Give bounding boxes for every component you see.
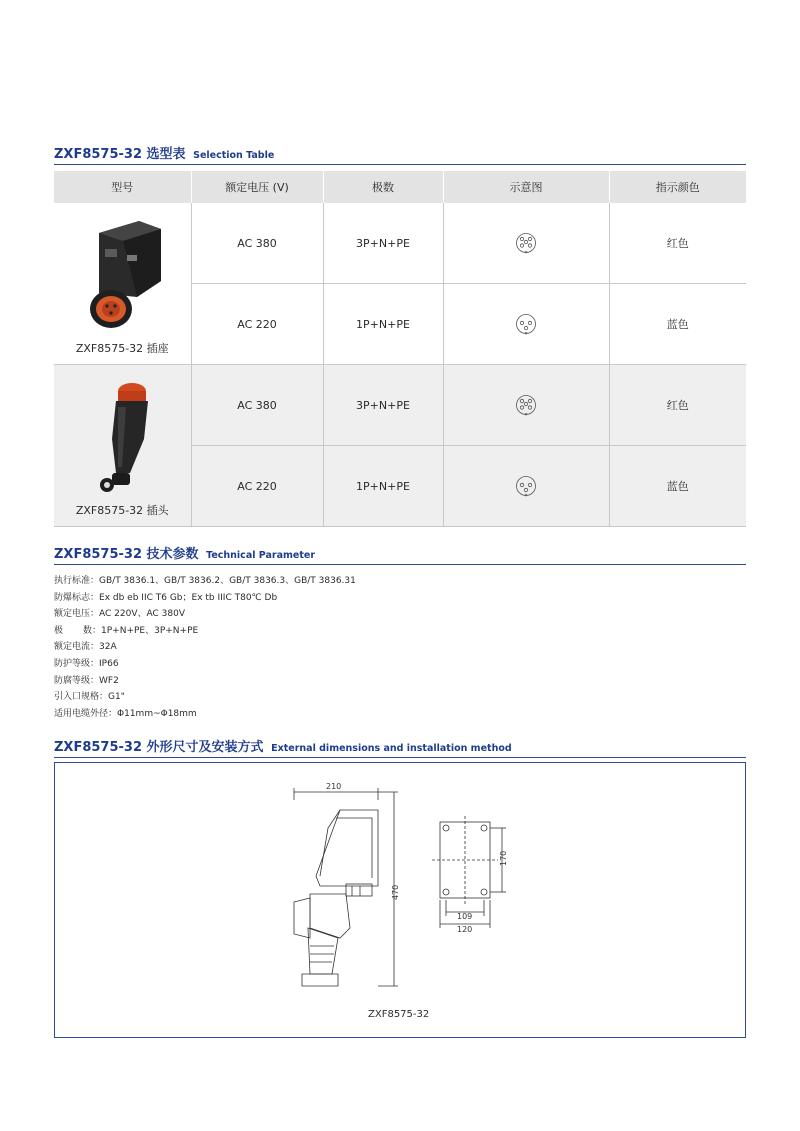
param-row	[54, 706, 356, 723]
table-row	[54, 203, 746, 284]
param-value: WF2	[99, 675, 119, 686]
technical-title-en: Technical Parameter	[206, 550, 316, 561]
header-model: 型号	[54, 171, 191, 203]
poles-cell: 3P+N+PE	[323, 365, 443, 446]
param-row	[54, 689, 356, 706]
pin-3-icon	[515, 313, 537, 335]
selection-table	[54, 171, 746, 527]
param-label: 极 数：	[54, 625, 102, 636]
param-row	[54, 623, 356, 640]
diagram-cell	[443, 203, 609, 284]
pin-5-icon	[515, 232, 537, 254]
dim-label-mount-outer: 120	[457, 925, 473, 934]
dim-label-mount-height: 170	[499, 850, 508, 866]
color-cell: 蓝色	[609, 446, 746, 527]
param-row	[54, 573, 356, 590]
parameter-list	[54, 573, 356, 722]
header-poles: 极数	[323, 171, 443, 203]
product-name-socket: ZXF8575-32 插座	[75, 342, 169, 355]
voltage-cell: AC 220	[191, 446, 323, 527]
header-color: 指示颜色	[609, 171, 746, 203]
param-label: 防爆标志：	[54, 592, 100, 603]
header-voltage: 额定电压 (V)	[191, 171, 323, 203]
param-label: 额定电压：	[54, 609, 100, 620]
param-label: 额定电流：	[54, 642, 100, 653]
table-header-row	[54, 171, 746, 203]
poles-cell: 3P+N+PE	[323, 203, 443, 284]
param-row	[54, 606, 356, 623]
param-label: 防护等级：	[54, 658, 100, 669]
technical-title: ZXF8575-32 技术参数	[54, 547, 199, 562]
param-value: Ex db eb IIC T6 Gb；Ex tb IIIC T80℃ Db	[99, 592, 278, 603]
poles-cell: 1P+N+PE	[323, 284, 443, 365]
diagram-cell	[443, 365, 609, 446]
technical-section-title	[54, 543, 746, 565]
table-row	[54, 365, 746, 446]
voltage-cell: AC 380	[191, 365, 323, 446]
voltage-cell: AC 380	[191, 203, 323, 284]
poles-cell: 1P+N+PE	[323, 446, 443, 527]
param-row	[54, 673, 356, 690]
voltage-cell: AC 220	[191, 284, 323, 365]
color-cell: 红色	[609, 203, 746, 284]
color-cell: 蓝色	[609, 284, 746, 365]
dimension-caption: ZXF8575-32	[368, 1009, 430, 1020]
diagram-cell	[443, 446, 609, 527]
pin-5-icon	[515, 394, 537, 416]
dim-label-mount-inner: 109	[457, 912, 473, 921]
selection-title-en: Selection Table	[193, 150, 275, 161]
param-value: 1P+N+PE、3P+N+PE	[101, 625, 199, 636]
header-diagram: 示意图	[443, 171, 609, 203]
dimensions-title-en: External dimensions and installation method	[271, 743, 512, 754]
param-value: IP66	[99, 658, 119, 669]
dimensions-title: ZXF8575-32 外形尺寸及安装方式	[54, 740, 264, 755]
diagram-cell	[443, 284, 609, 365]
param-value: AC 220V、AC 380V	[99, 609, 185, 620]
param-row	[54, 639, 356, 656]
param-row	[54, 656, 356, 673]
pin-3-icon	[515, 475, 537, 497]
color-cell: 红色	[609, 365, 746, 446]
plug-image	[82, 377, 162, 497]
product-name-plug: ZXF8575-32 插头	[75, 504, 169, 517]
param-label: 执行标准：	[54, 576, 100, 586]
dim-label-height: 470	[391, 884, 400, 900]
param-label: 适用电缆外径：	[54, 708, 118, 719]
dim-label-width: 210	[326, 782, 342, 791]
product-cell-socket	[54, 203, 191, 365]
dimensions-section-title	[54, 736, 746, 758]
param-label: 引入口规格：	[54, 692, 109, 703]
product-cell-plug	[54, 365, 191, 527]
selection-section-title	[54, 143, 746, 165]
param-value: 32A	[99, 642, 117, 653]
param-row	[54, 590, 356, 607]
socket-image	[77, 215, 167, 333]
selection-title: ZXF8575-32 选型表	[54, 147, 186, 162]
dimension-drawing	[280, 778, 520, 1003]
param-value: GB/T 3836.1、GB/T 3836.2、GB/T 3836.3、GB/T 3836.31	[99, 576, 356, 586]
param-value: G1"	[108, 692, 125, 703]
param-value: Φ11mm~Φ18mm	[117, 708, 197, 719]
param-label: 防腐等级：	[54, 675, 100, 686]
